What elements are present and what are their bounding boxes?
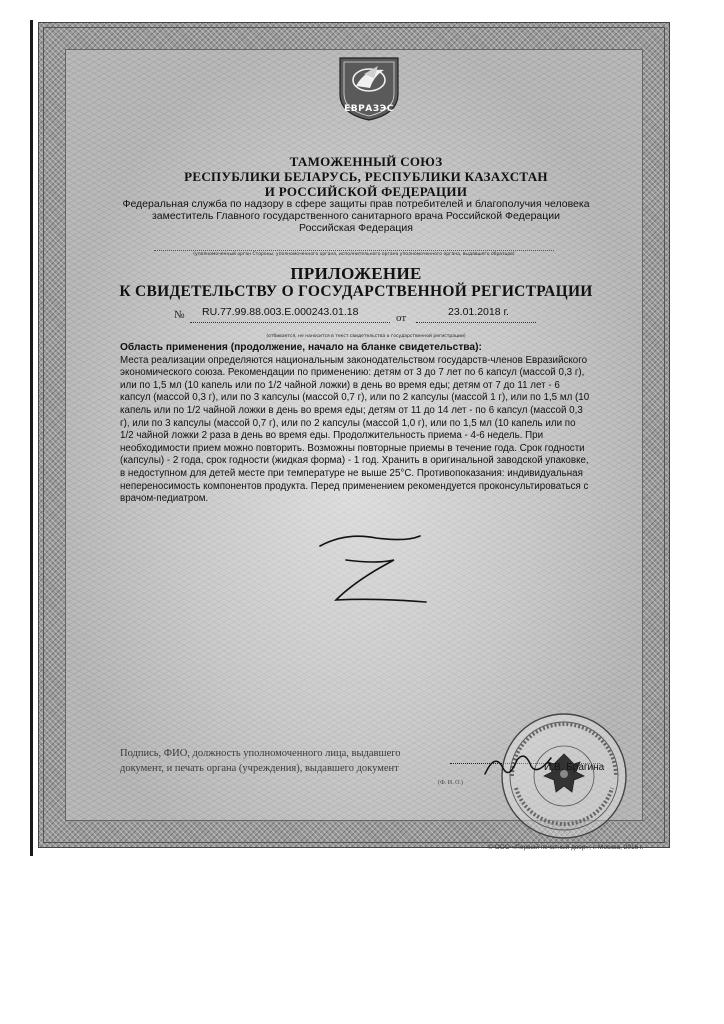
union-title-line3: И РОССИЙСКОЙ ФЕДЕРАЦИИ — [264, 184, 468, 199]
registration-caption: (отбивается, не наносится в текст свидетельства о государственной регистрации) — [266, 334, 466, 339]
issuer-line3: Российская Федерация — [299, 222, 413, 234]
scan-edge-shadow — [30, 20, 33, 856]
union-title-line1: ТАМОЖЕННЫЙ СОЮЗ — [289, 154, 443, 169]
emblem-caption: ЕВРАЗЭС — [344, 104, 394, 114]
printer-imprint: © ООО «Первый печатный двор», г. Москва, 2016 г. — [488, 844, 644, 851]
registration-line — [66, 305, 644, 325]
issuer-line1: Федеральная служба по надзору в сфере защиты прав потребителей и благополучия человека — [122, 198, 590, 210]
certificate-body — [65, 49, 643, 821]
fio-caption: (Ф. И. О.) — [438, 780, 463, 786]
date-underline — [416, 322, 536, 323]
handwritten-signature — [316, 530, 436, 610]
guilloche-frame — [38, 22, 670, 848]
registration-date: 23.01.2018 г. — [448, 306, 509, 318]
issuer-caption: (уполномоченный орган Стороны, уполномоченного органа, исполнительного органа уполномоченного органа, выдавшего образцов) — [154, 250, 554, 258]
application-area — [120, 342, 590, 506]
issuer-line2: заместитель Главного государственного санитарного врача Российской Федерации — [151, 210, 561, 222]
union-title-line2: РЕСПУБЛИКИ БЕЛАРУСЬ, РЕСПУБЛИКИ КАЗАХСТАН — [184, 169, 548, 184]
number-underline — [190, 322, 390, 323]
appendix-title: ПРИЛОЖЕНИЕ — [290, 264, 422, 283]
application-paragraph: Места реализации определяются национальным законодательством государств-членов Евразийского экономического союза. Рекомендации по применению: детям от 3 до 7 лет по 6 капсул (массой 0,3 г), или по 1,5 мл (10 капель или по 1/2 чайной ложки) в день во время еды; детям от 7 до 11 лет - 6 капсул (массой 0,3 г), или по 3 капсулы (массой 0,7 г), или по 2 капсулы (массой 1 г), или по 1,5 мл (10 капель или по 1/2 чайной ложки в день во время еды; детям от 11 до 14 лет - по 6 капсул (массой 0,3 г), или по 3 капсулы (массой 0,7 г), или по 2 капсулы (массой 1,0 г), или по 1,5 мл (10 капель или по 1/2 чайной ложки 2 раза в день во время еды. Продолжительность приема - 4-6 недель. При необходимости прием можно повторить. Возможны повторные приемы в течение года. Срок годности (капсулы) - 2 года, срок годности (жидкая форма) - 1 год. Хранить в оригинальной заводской упаковке, в недоступном для детей месте при температуре не выше 25°С. Противопоказания: индивидуальная непереносимость компонентов продукта. Перед применением рекомендуется проконсультироваться с врачом-педиатром. — [120, 354, 590, 505]
registration-number: RU.77.99.88.003.E.000243.01.18 — [202, 306, 359, 318]
number-label: № — [174, 309, 185, 321]
signer-note: Подпись, ФИО, должность уполномоченного лица, выдавшего документ, и печать органа (учреждения), выдавшего документ — [120, 748, 401, 774]
eurasec-emblem — [334, 54, 404, 122]
application-heading: Область применения (продолжение, начало на бланке свидетельства): — [120, 342, 482, 353]
signer-name: И.В. Брагина — [544, 762, 605, 773]
appendix-subtitle: К СВИДЕТЕЛЬСТВУ О ГОСУДАРСТВЕННОЙ РЕГИСТРАЦИИ — [119, 283, 593, 300]
date-label: от — [396, 312, 407, 324]
